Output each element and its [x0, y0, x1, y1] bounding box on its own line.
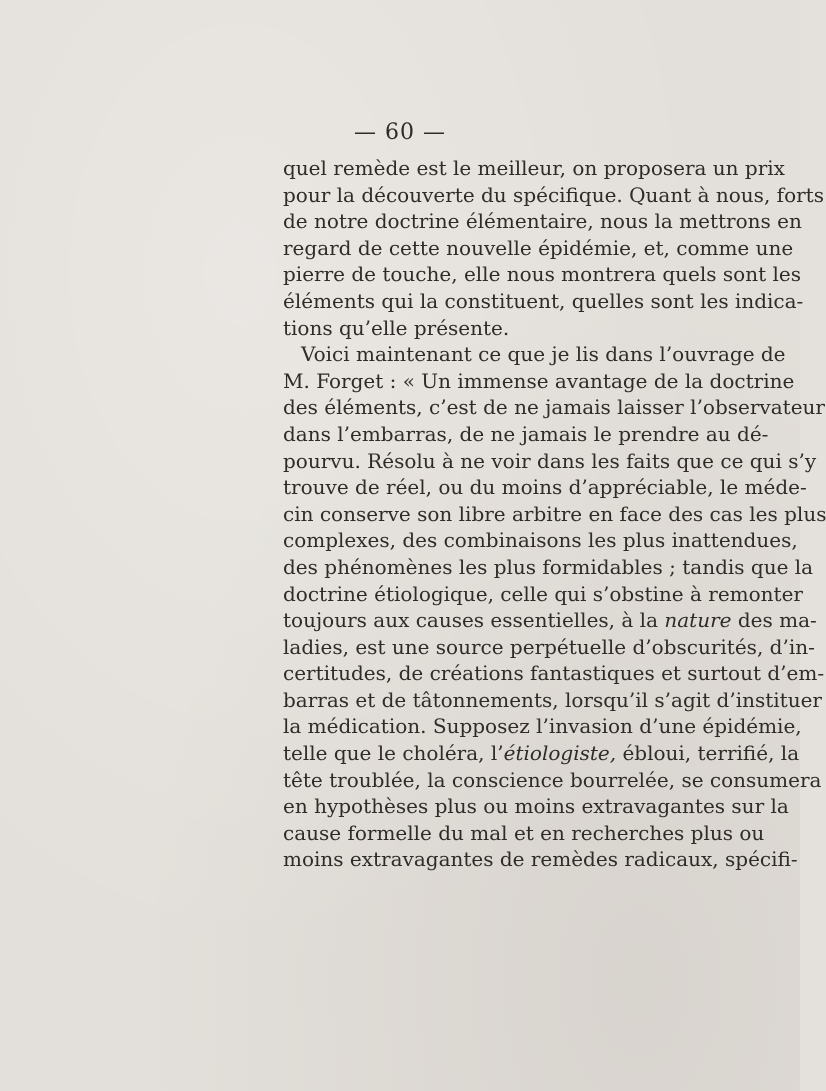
text-line: barras et de tâtonnements, lorsqu’il s’agit d’instituer — [283, 687, 822, 712]
paragraph-first-line: Voici maintenant ce que je lis dans l’ouvrage de — [301, 342, 786, 367]
text-line: cause formelle du mal et en recherches plus ou — [283, 820, 765, 845]
text-line: de notre doctrine élémentaire, nous la mettrons en — [283, 209, 802, 234]
body-text — [283, 155, 826, 873]
text-line: quel remède est le meilleur, on proposera un prix — [283, 156, 785, 180]
text-line: moins extravagantes de remèdes radicaux, spécifi- — [283, 847, 798, 872]
text-segment: des ma- — [737, 608, 817, 633]
text-line: en hypothèses plus ou moins extravagantes sur la — [283, 794, 789, 819]
text-line: pierre de touche, elle nous montrera quels sont les — [283, 262, 801, 287]
text-line: trouve de réel, ou du moins d’appréciable, le méde- — [283, 475, 807, 500]
text-line: complexes, des combinaisons les plus inattendues, — [283, 528, 798, 553]
text-line: M. Forget : « Un immense avantage de la doctrine — [283, 368, 795, 393]
text-line: des phénomènes les plus formidables ; tandis que la — [283, 554, 814, 579]
text-line-with-italic — [283, 740, 800, 767]
text-line: dans l’embarras, de ne jamais le prendre au dé- — [283, 421, 769, 446]
text-line: éléments qui la constituent, quelles sont les indica- — [283, 288, 804, 313]
text-line: pourvu. Résolu à ne voir dans les faits que ce qui s’y — [283, 448, 817, 473]
text-line: pour la découverte du spécifique. Quant à nous, forts — [283, 182, 824, 207]
italic-word: nature — [664, 608, 732, 633]
text-segment: telle que le choléra, l’ — [283, 741, 504, 766]
italic-word: étiologiste, — [503, 741, 617, 766]
text-line: doctrine étiologique, celle qui s’obstine à remonter — [283, 581, 803, 606]
text-line: ladies, est une source perpétuelle d’obscurités, d’in- — [283, 634, 815, 659]
text-line: cin conserve son libre arbitre en face des cas les plus — [283, 501, 826, 526]
page-number: — 60 — — [354, 120, 446, 145]
text-line: tions qu’elle présente. — [283, 315, 510, 340]
text-line: la médication. Supposez l’invasion d’une épidémie, — [283, 714, 802, 739]
text-line: tête troublée, la conscience bourrelée, se consumera — [283, 767, 822, 792]
text-segment: toujours aux causes essentielles, à la — [283, 608, 658, 633]
text-line: des éléments, c’est de ne jamais laisser l’observateur — [283, 395, 825, 420]
text-line: regard de cette nouvelle épidémie, et, comme une — [283, 235, 794, 260]
text-line-with-italic — [283, 607, 817, 634]
text-segment: ébloui, terrifié, la — [622, 741, 800, 766]
text-line: certitudes, de créations fantastiques et surtout d’em- — [283, 661, 825, 686]
